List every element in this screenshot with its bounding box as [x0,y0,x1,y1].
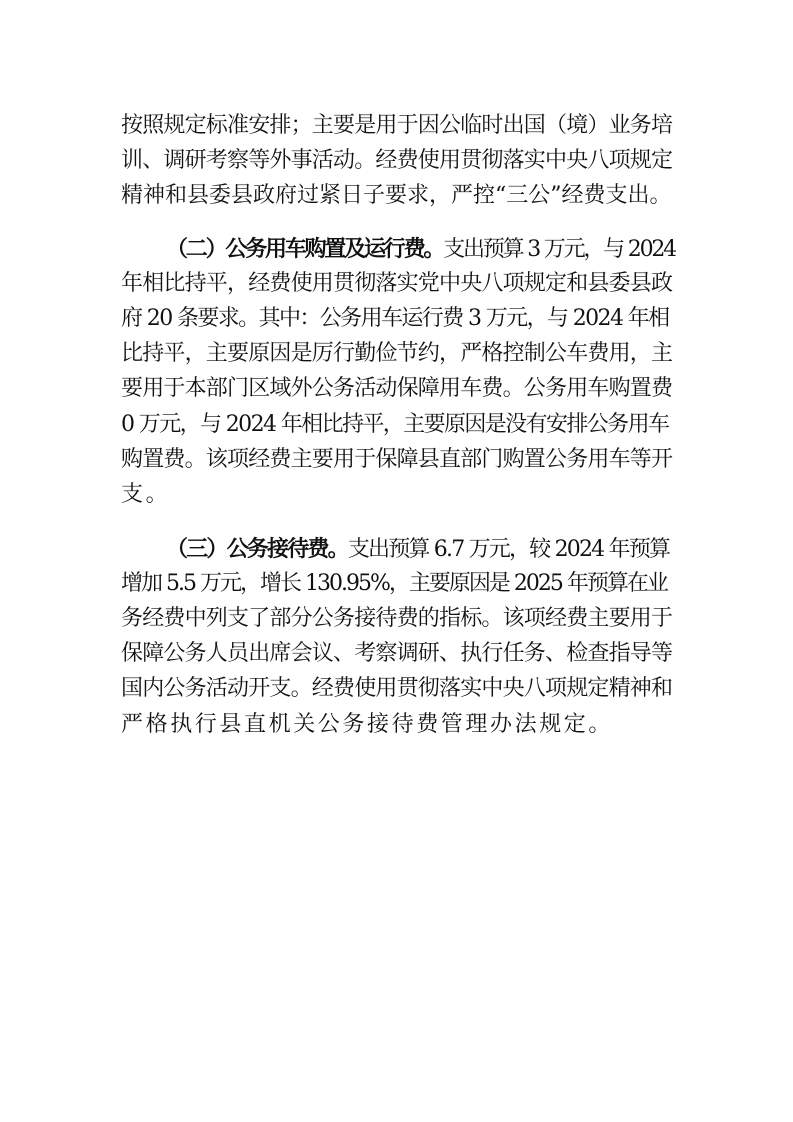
paragraph-line: 训、调研考察等外事活动。经费使用贯彻落实中央八项规定 [121,148,673,173]
paragraph-line: 0 万元，与 2024 年相比持平，主要原因是没有安排公务用车 [121,412,669,437]
section-2-first-line [166,234,675,264]
paragraph-line: 保障公务人员出席会议、考察调研、执行任务、检查指导等 [121,641,673,666]
paragraph-line: 按照规定标准安排；主要是用于因公临时出国（境）业务培 [121,113,673,138]
section-2-first-line-text: 支出预算 3 万元，与 2024 [443,237,675,262]
paragraph-line: 要用于本部门区域外公务活动保障用车费。公务用车购置费 [121,376,673,401]
paragraph-line: 年相比持平，经费使用贯彻落实党中央八项规定和县委县政 [121,271,673,296]
section-2-heading: （二）公务用车购置及运行费。 [166,236,444,262]
paragraph-line: 比持平，主要原因是厉行勤俭节约，严格控制公车费用，主 [121,341,673,366]
paragraph-line: 购置费。该项经费主要用于保障县直部门购置公务用车等开 [121,447,673,472]
paragraph-line: 支。 [121,482,171,507]
paragraph-line: 府 20 条要求。其中：公务用车运行费 3 万元，与 2024 年相 [121,306,669,331]
paragraph-line: 务经费中列支了部分公务接待费的指标。该项经费主要用于 [121,606,673,631]
paragraph-line: 严格执行县直机关公务接待费管理办法规定。 [121,712,614,737]
section-3-first-line [166,534,669,564]
section-3-heading: （三）公务接待费。 [166,536,348,562]
paragraph-line: 国内公务活动开支。经费使用贯彻落实中央八项规定精神和 [121,676,673,701]
paragraph-line: 增加 5.5 万元，增长 130.95%，主要原因是 2025 年预算在业 [121,571,667,596]
section-3-first-line-text: 支出预算 6.7 万元，较 2024 年预算 [347,537,670,562]
paragraph-line: 精神和县委县政府过紧日子要求，严控“三公”经费支出。 [121,183,672,208]
